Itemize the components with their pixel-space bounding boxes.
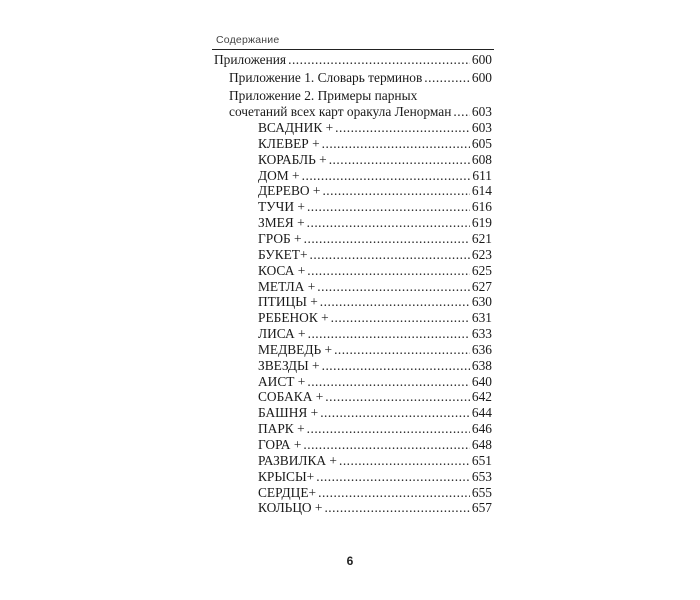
- toc-entry-title: КОСА +: [258, 262, 306, 278]
- toc-entry-page: 600: [471, 70, 492, 85]
- toc-entry-card: [258, 231, 492, 247]
- dot-leader: [307, 215, 470, 231]
- dot-leader: [288, 52, 470, 68]
- dot-leader: [307, 199, 470, 215]
- toc-entry-card: [258, 374, 492, 390]
- toc-entry-page: 640: [471, 373, 492, 389]
- page-number: 6: [346, 554, 354, 568]
- toc-entry-card: [258, 183, 492, 199]
- dot-leader: [310, 247, 470, 263]
- toc-entry-page: 630: [471, 294, 492, 310]
- toc-entry-page: 605: [471, 135, 492, 151]
- toc-entry-card: [258, 437, 492, 453]
- dot-leader: [302, 168, 471, 184]
- toc-entry-card: [258, 152, 492, 168]
- toc-entry-title: ГРОБ +: [258, 230, 302, 246]
- toc-entry-card: [258, 136, 492, 152]
- dot-leader: [334, 342, 470, 358]
- dot-leader: [331, 310, 470, 326]
- dot-leader: [307, 421, 470, 437]
- toc-entry-page: 646: [471, 421, 492, 437]
- toc-entry-page: 653: [471, 468, 492, 484]
- toc-entry-title: КРЫСЫ+: [258, 468, 315, 484]
- dot-leader: [320, 294, 470, 310]
- dot-leader: [307, 263, 470, 279]
- dot-leader: [453, 104, 469, 120]
- toc-entry-page: 657: [471, 500, 492, 516]
- toc-entry-card: [258, 279, 492, 295]
- toc-entry-page: 616: [471, 199, 492, 215]
- toc-entry-card: [258, 469, 492, 485]
- dot-leader: [424, 70, 470, 86]
- toc-entry-title: ПТИЦЫ +: [258, 294, 318, 310]
- toc-entry-page: 603: [471, 104, 492, 119]
- toc-entry-appendix-1: [229, 70, 492, 86]
- toc-entry-card: [258, 358, 492, 374]
- toc-entry-appendices: [214, 52, 492, 68]
- toc-entry-card: [258, 326, 492, 342]
- toc-entry-page: 648: [471, 437, 492, 452]
- toc-entry-page: 603: [471, 120, 492, 135]
- toc-entry-title: СЕРДЦЕ+: [258, 484, 317, 500]
- toc-entry-card: [258, 405, 492, 421]
- toc-entry-card: [258, 485, 492, 501]
- dot-leader: [324, 500, 469, 516]
- dot-leader: [325, 389, 470, 405]
- toc-entry-card: [258, 389, 492, 405]
- toc-entry-title: МЕТЛА +: [258, 278, 316, 294]
- toc-entry-appendix-2: [229, 104, 492, 120]
- toc-entry-title: ТУЧИ +: [258, 199, 305, 215]
- toc-entry-page: 611: [472, 167, 492, 183]
- toc-entry-page: 621: [471, 230, 492, 246]
- toc-entry-page: 614: [471, 183, 492, 199]
- toc-entry-title: ВСАДНИК +: [258, 120, 334, 135]
- running-head: Содержание: [216, 34, 280, 46]
- toc-entry-card: [258, 168, 492, 184]
- toc-entry-card: [258, 500, 492, 516]
- dot-leader: [322, 183, 469, 199]
- dot-leader: [322, 136, 470, 152]
- toc-entry-page: 631: [471, 310, 492, 326]
- toc-entry-title: ДОМ +: [258, 167, 300, 183]
- toc-entry-appendix-2-line1: Приложение 2. Примеры парных: [229, 88, 418, 103]
- dot-leader: [304, 231, 470, 247]
- dot-leader: [339, 453, 470, 469]
- toc-entry-card: [258, 263, 492, 279]
- toc-entry-page: 619: [471, 215, 492, 231]
- toc-entry-title: сочетаний всех карт оракула Ленорман: [229, 104, 452, 119]
- toc-entry-title: БАШНЯ +: [258, 405, 319, 421]
- toc-entry-title: РАЗВИЛКА +: [258, 452, 337, 468]
- toc-entry-card: [258, 120, 492, 136]
- toc-entry-title: ПАРК +: [258, 421, 305, 437]
- toc-entry-card: [258, 421, 492, 437]
- dot-leader: [307, 374, 470, 390]
- dot-leader: [335, 120, 470, 136]
- dot-leader: [322, 358, 470, 374]
- toc-entry-card: [258, 294, 492, 310]
- toc-entry-title: КОЛЬЦО +: [258, 500, 323, 516]
- toc-entry-card: [258, 199, 492, 215]
- toc-entry-title: АИСТ +: [258, 373, 306, 389]
- dot-leader: [318, 485, 470, 501]
- dot-leader: [308, 326, 470, 342]
- toc-entry-page: 627: [471, 278, 492, 294]
- toc-entry-page: 623: [471, 246, 492, 262]
- toc-entry-title: ЗВЕЗДЫ +: [258, 357, 320, 373]
- toc-entry-title: КЛЕВЕР +: [258, 135, 320, 151]
- toc-entry-page: 625: [471, 262, 492, 278]
- toc-entry-page: 651: [471, 452, 492, 468]
- toc-entry-page: 600: [471, 52, 492, 67]
- toc-entry-page: 638: [471, 357, 492, 373]
- toc-entry-title: ЗМЕЯ +: [258, 215, 305, 231]
- toc-entry-page: 655: [471, 484, 492, 500]
- toc-entry-card: [258, 453, 492, 469]
- toc-entry-title: ГОРА +: [258, 437, 302, 452]
- toc-entry-page: 636: [471, 341, 492, 357]
- dot-leader: [316, 469, 470, 485]
- toc-entry-title: РЕБЕНОК +: [258, 310, 329, 326]
- toc-entry-title: МЕДВЕДЬ +: [258, 341, 333, 357]
- header-rule: [212, 49, 494, 50]
- toc-entry-title: Приложение 1. Словарь терминов: [229, 70, 423, 85]
- toc-entry-page: 642: [471, 389, 492, 405]
- toc-entry-card: [258, 215, 492, 231]
- dot-leader: [320, 405, 470, 421]
- dot-leader: [317, 279, 470, 295]
- toc-entry-title: ЛИСА +: [258, 326, 306, 342]
- toc-entry-page: 633: [471, 326, 492, 342]
- toc-entry-page: 644: [471, 405, 492, 421]
- dot-leader: [303, 437, 470, 453]
- toc-entry-title: СОБАКА +: [258, 389, 324, 405]
- toc-entry-title: ДЕРЕВО +: [258, 183, 321, 199]
- toc-entry-card: [258, 342, 492, 358]
- toc-entry-card: [258, 247, 492, 263]
- toc-entry-title: Приложения: [214, 52, 287, 67]
- toc-entry-card: [258, 310, 492, 326]
- toc-entry-page: 608: [471, 151, 492, 167]
- toc-entry-title: КОРАБЛЬ +: [258, 151, 327, 167]
- dot-leader: [329, 152, 470, 168]
- toc-entry-title: БУКЕТ+: [258, 246, 308, 262]
